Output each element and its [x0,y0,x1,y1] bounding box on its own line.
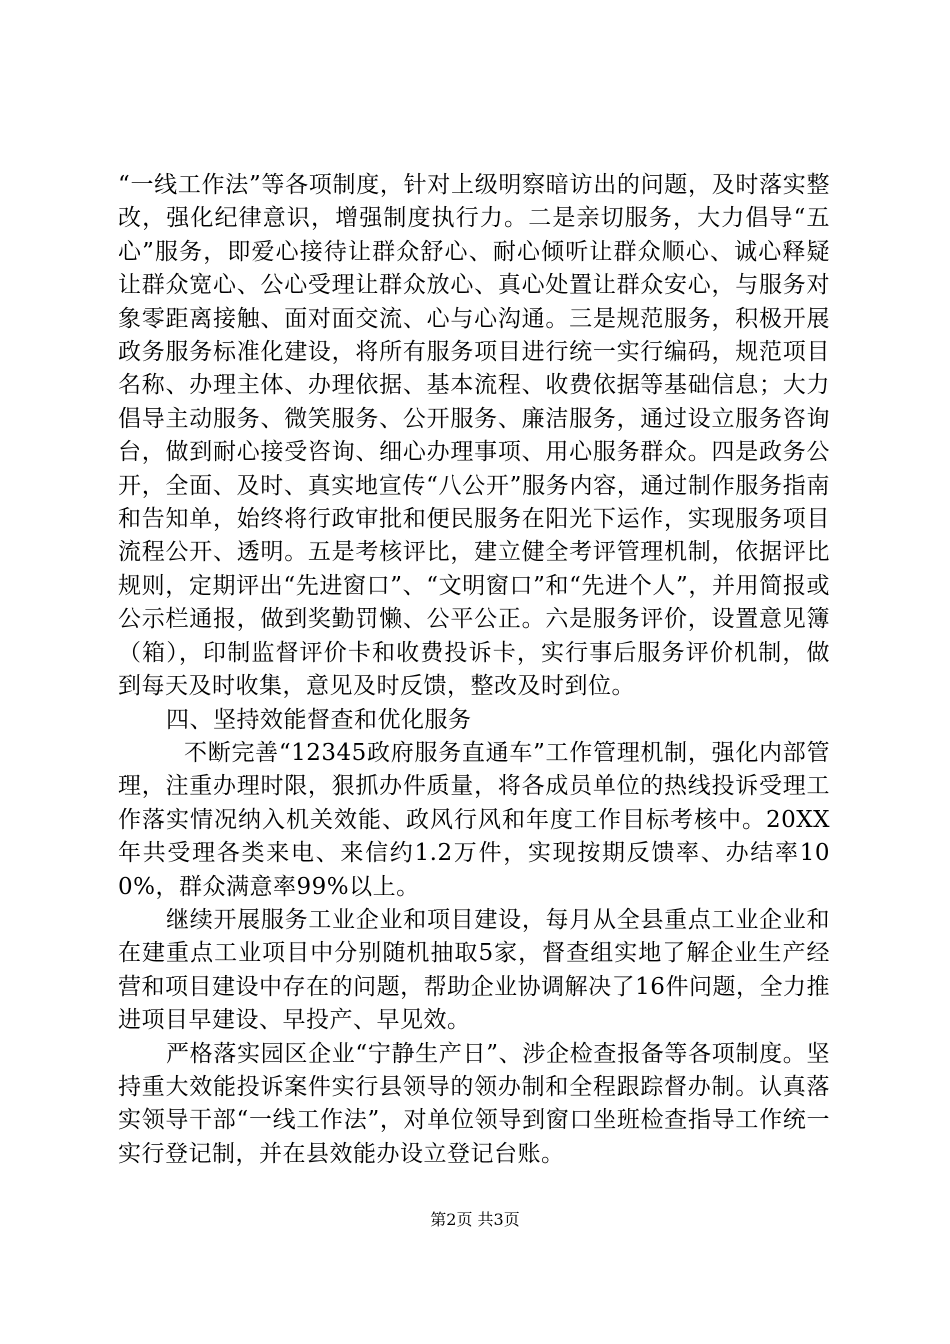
paragraph-enterprise-service: 继续开展服务工业企业和项目建设，每月从全县重点工业企业和在建重点工业项目中分别随机抽取5家，督查组实地了解企业生产经营和项目建设中存在的问题，帮助企业协调解决了16件问题，全力推进项目早建设、早投产、早见效。 [118,906,830,1034]
paragraph-hotline: 不断完善“12345政府服务直通车”工作管理机制，强化内部管理，注重办理时限，狠抓办件质量，将各成员单位的热线投诉受理工作落实情况纳入机关效能、政风行风和年度工作目标考核中。20XX年共受理各类来电、来信约1.2万件，实现按期反馈率、办结率100%，群众满意率99%以上。 [118,739,830,900]
paragraph-park-enterprise: 严格落实园区企业“宁静生产日”、涉企检查报备等各项制度。坚持重大效能投诉案件实行县领导的领办制和全程跟踪督办制。认真落实领导干部“一线工作法”，对单位领导到窗口坐班检查指导工作统一实行登记制，并在县效能办设立登记台账。 [118,1040,830,1167]
document-body [118,169,830,1171]
section-heading: 四、坚持效能督查和优化服务 [166,706,472,733]
page-number-footer: 第2页 共3页 [430,1210,520,1229]
paragraph-continuation: “一线工作法”等各项制度，针对上级明察暗访出的问题，及时落实整改，强化纪律意识，增强制度执行力。二是亲切服务，大力倡导“五心”服务，即爱心接待让群众舒心、耐心倾听让群众顺心、诚心释疑让群众宽心、公心受理让群众放心、真心处置让群众安心，与服务对象零距离接触、面对面交流、心与心沟通。三是规范服务，积极开展政务服务标准化建设，将所有服务项目进行统一实行编码，规范项目名称、办理主体、办理依据、基本流程、收费依据等基础信息；大力倡导主动服务、微笑服务、公开服务、廉洁服务，通过设立服务咨询台，做到耐心接受咨询、细心办理事项、用心服务群众。四是政务公开，全面、及时、真实地宣传“八公开”服务内容，通过制作服务指南和告知单，始终将行政审批和便民服务在阳光下运作，实现服务项目流程公开、透明。五是考核评比，建立健全考评管理机制，依据评比规则，定期评出“先进窗口”、“文明窗口”和“先进个人”，并用简报或公示栏通报，做到奖勤罚懒、公平公正。六是服务评价，设置意见簿（箱），印制监督评价卡和收费投诉卡，实行事后服务评价机制，做到每天及时收集，意见及时反馈，整改及时到位。 [118,172,830,700]
